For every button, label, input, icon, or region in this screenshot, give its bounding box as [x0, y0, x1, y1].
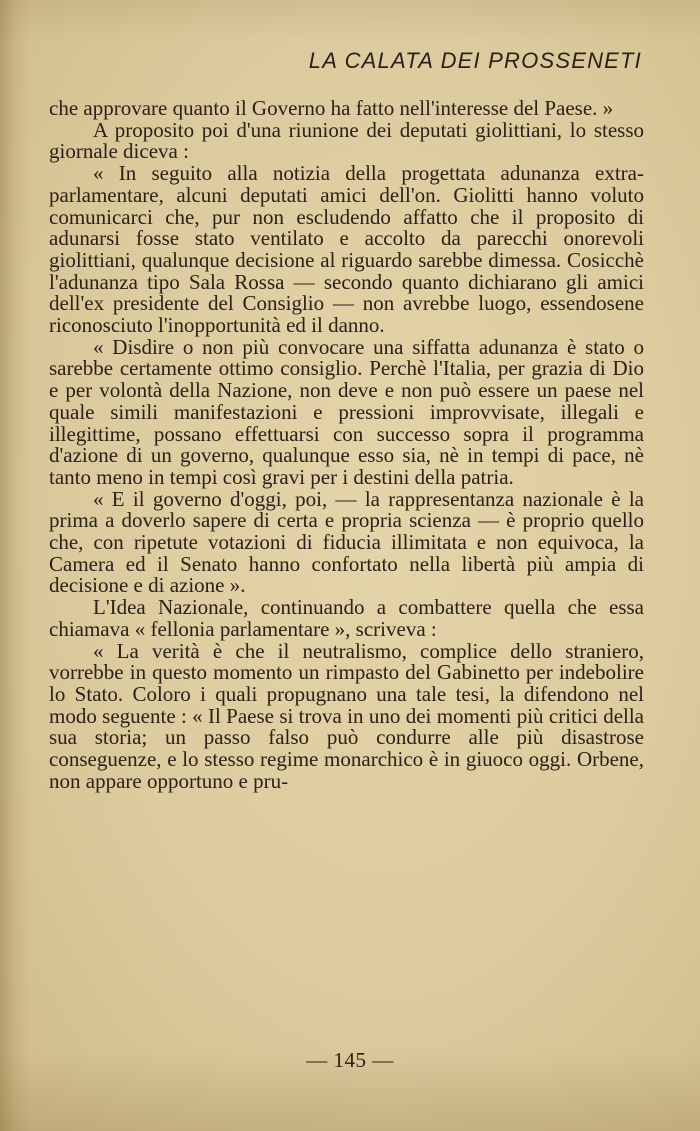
- paragraph-2: A proposito poi d'una riunione dei deputati giolittiani, lo stesso giornale diceva :: [49, 117, 644, 164]
- page-number: — 145 —: [306, 1048, 394, 1072]
- body-text: [49, 98, 644, 793]
- paragraph-3: « In seguito alla notizia della progettata adunanza extra-parlamentare, alcuni deputati amici dell'on. Giolitti hanno voluto comunicarci che, pur non escludendo affatto che il proposito di adunarsi fosse stato ventilato e accolto da parecchi onorevoli giolittiani, qualunque decisione al riguardo sarebbe dimessa. Cosicchè l'adunanza tipo Sala Rossa — secondo quanto dichiarano gli amici dell'ex presidente del Consiglio — non avrebbe luogo, essendosene riconosciuto l'inopportunità ed il danno.: [49, 161, 644, 338]
- running-title: LA CALATA DEI PROSSENETI: [308, 48, 642, 73]
- paragraph-5: « E il governo d'oggi, poi, — la rappresentanza nazionale è la prima a doverlo sapere di certa e propria scienza — è proprio quello che, con ripetute votazioni di fiducia illimitata e non equivoca, la Camera ed il Senato hanno confortato nella libertà più ampia di decisione e di azione ».: [49, 486, 644, 598]
- paragraph-1: che approvare quanto il Governo ha fatto nell'interesse del Paese. »: [49, 96, 614, 120]
- paragraph-4: « Disdire o non più convocare una siffatta adunanza è stato o sarebbe certamente ottimo consiglio. Perchè l'Italia, per grazia di Dio e per volontà della Nazione, non deve e non può essere un paese nel quale simili manifestazioni e pressioni improvvisate, illegali e illegittime, possano effettuarsi con successo sopra il programma d'azione di un governo, qualunque esso sia, nè in tempi di pace, nè tanto meno in tempi così gravi per i destini della patria.: [49, 334, 644, 489]
- paragraph-6: L'Idea Nazionale, continuando a combattere quella che essa chiamava « fellonia parlamentare », scriveva :: [49, 595, 644, 641]
- paragraph-7: « La verità è che il neutralismo, complice dello straniero, vorrebbe in questo momento un rimpasto del Gabinetto per indebolire lo Stato. Coloro i quali propugnano una tale tesi, la difendono nel modo seguente : « Il Paese si trova in uno dei momenti più critici della sua storia; un passo falso può condurre alle più disastrose conseguenze, e lo stesso regime monarchico è in giuoco oggi. Orbene, non appare opportuno e pru-: [49, 638, 644, 793]
